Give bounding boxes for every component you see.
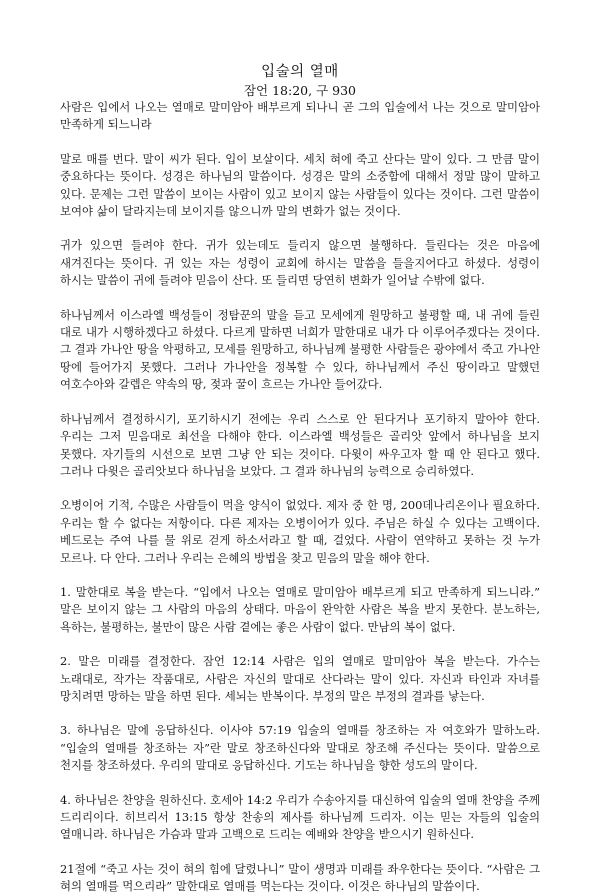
closing-paragraph: 21절에 “죽고 사는 것이 혀의 힘에 달렸나니” 말이 생명과 미래를 좌우한다는 뜻이다. “사람은 그 혀의 열매를 먹으리라” 말한대로 열매를 먹는다는 것이다. 이것은 하나님의 말씀이다. [60,861,540,894]
paragraph: 귀가 있으면 들려야 한다. 귀가 있는데도 들리지 않으면 불행하다. 들린다는 것은 마음에 새겨진다는 뜻이다. 귀 있는 자는 성령이 교회에 하시는 말씀을 들을지어다고 하셨다. 성령이 하시는 말씀이 귀에 들려야 믿음이 산다. 또 들리면 당연히 변화가 일어날 수밖에 없다. [60,238,540,288]
point-paragraph: 1. 말한대로 복을 받는다. “입에서 나오는 열매로 말미암아 배부르게 되고 만족하게 되느니라.” 말은 보이지 않는 그 사람의 마음의 상태다. 마음이 완악한 사람은 복을 받지 못한다. 분노하는, 욕하는, 불평하는, 불만이 많은 사람 곁에는 좋은 사람이 없다. 만남의 복이 없다. [60,584,540,634]
paragraph: 말로 매를 번다. 말이 씨가 된다. 입이 보살이다. 세치 혀에 죽고 산다는 말이 있다. 그 만큼 말이 중요하다는 뜻이다. 성경은 하나님의 말씀이다. 성경은 말의 소중함에 대해서 정말 많이 말하고 있다. 문제는 그런 말씀이 보이는 사람이 있고 보이지 않는 사람들이 있다는 것이다. 그런 말씀이 보여야 삶이 달라지는데 보이지를 않으니까 말의 변화가 없는 것이다. [60,151,540,219]
point-paragraph: 2. 말은 미래를 결정한다. 잠언 12:14 사람은 입의 열매로 말미암아 복을 받는다. 가수는 노래대로, 작가는 작품대로, 사람은 자신의 말대로 산다라는 말이 있다. 자신과 타인과 자녀를 망치려면 망하는 말을 하면 된다. 세뇌는 반복이다. 부정의 말은 부정의 결과를 낳는다. [60,654,540,703]
point-paragraph: 4. 하나님은 찬양을 원하신다. 호세아 14:2 우리가 수송아지를 대신하여 입술의 열매 찬양을 주께 드리리이다. 히브리서 13:15 항상 찬송의 제사를 하나님께 드리자. 이는 믿는 자들의 입술의 열매니라. 하나님은 가슴과 말과 고백으로 드리는 예배와 찬양을 받으시기 원하신다. [60,792,540,842]
paragraph: 오병이어 기적, 수많은 사람들이 먹을 양식이 없었다. 제자 중 한 명, 200데나리온이나 필요하다. 우리는 할 수 없다는 저항이다. 다른 제자는 오병이어가 있다. 주님은 하실 수 있다는 고백이다. 베드로는 주여 나를 물 위로 걷게 하소서라고 할 때, 걸었다. 사람이 연약하고 못하는 것 누가 모르나. 다 안다. 그러나 우리는 은혜의 방법을 찾고 믿음의 말을 해야 한다. [60,498,540,565]
scripture-verse: 사람은 입에서 나오는 열매로 말미암아 배부르게 되나니 곧 그의 입술에서 나는 것으로 말미암아 만족하게 되느니라 [60,100,540,132]
point-paragraph: 3. 하나님은 말에 응답하신다. 이사야 57:19 입술의 열매를 창조하는 자 여호와가 말하노라. “입술의 열매를 창조하는 자”란 말로 창조하신다와 말대로 창조해 주신다는 뜻이다. 말씀으로 천지를 창조하셨다. 우리의 말대로 응답하신다. 기도는 하나님을 향한 성도의 말이다. [60,723,540,773]
document-title: 입술의 열매 [261,64,339,80]
paragraph: 하나님께서 결정하시기, 포기하시기 전에는 우리 스스로 안 된다거나 포기하지 말아야 한다. 우리는 그저 믿음대로 최선을 다해야 한다. 이스라엘 백성들은 골리앗 앞에서 하나님을 보지 못했다. 자기들의 시선으로 보면 그냥 안 되는 것이다. 다윗이 싸우고자 할 때 안 된다고 했다. 그러나 다윗은 골리앗보다 하나님을 보았다. 그 결과 하나님의 능력으로 승리하였다. [60,411,540,478]
scripture-reference: 잠언 18:20, 구 930 [243,83,356,98]
paragraph: 하나님께서 이스라엘 백성들이 정탐꾼의 말을 듣고 모세에게 원망하고 불평할 때, 내 귀에 들린 대로 내가 시행하겠다고 하셨다. 다르게 말하면 너희가 말한대로 내가 다 이루어주겠다는 것이다. 그 결과 가나안 땅을 악평하고, 모세를 원망하고, 하나님께 불평한 사람들은 광야에서 죽고 가나안 땅에 들어가지 못했다. 그러나 가나안을 정복할 수 있다, 하나님께서 주신 땅이라고 말했던 여호수아와 갈렙은 약속의 땅, 젖과 꿀이 흐르는 가나안 들어갔다. [60,307,540,392]
